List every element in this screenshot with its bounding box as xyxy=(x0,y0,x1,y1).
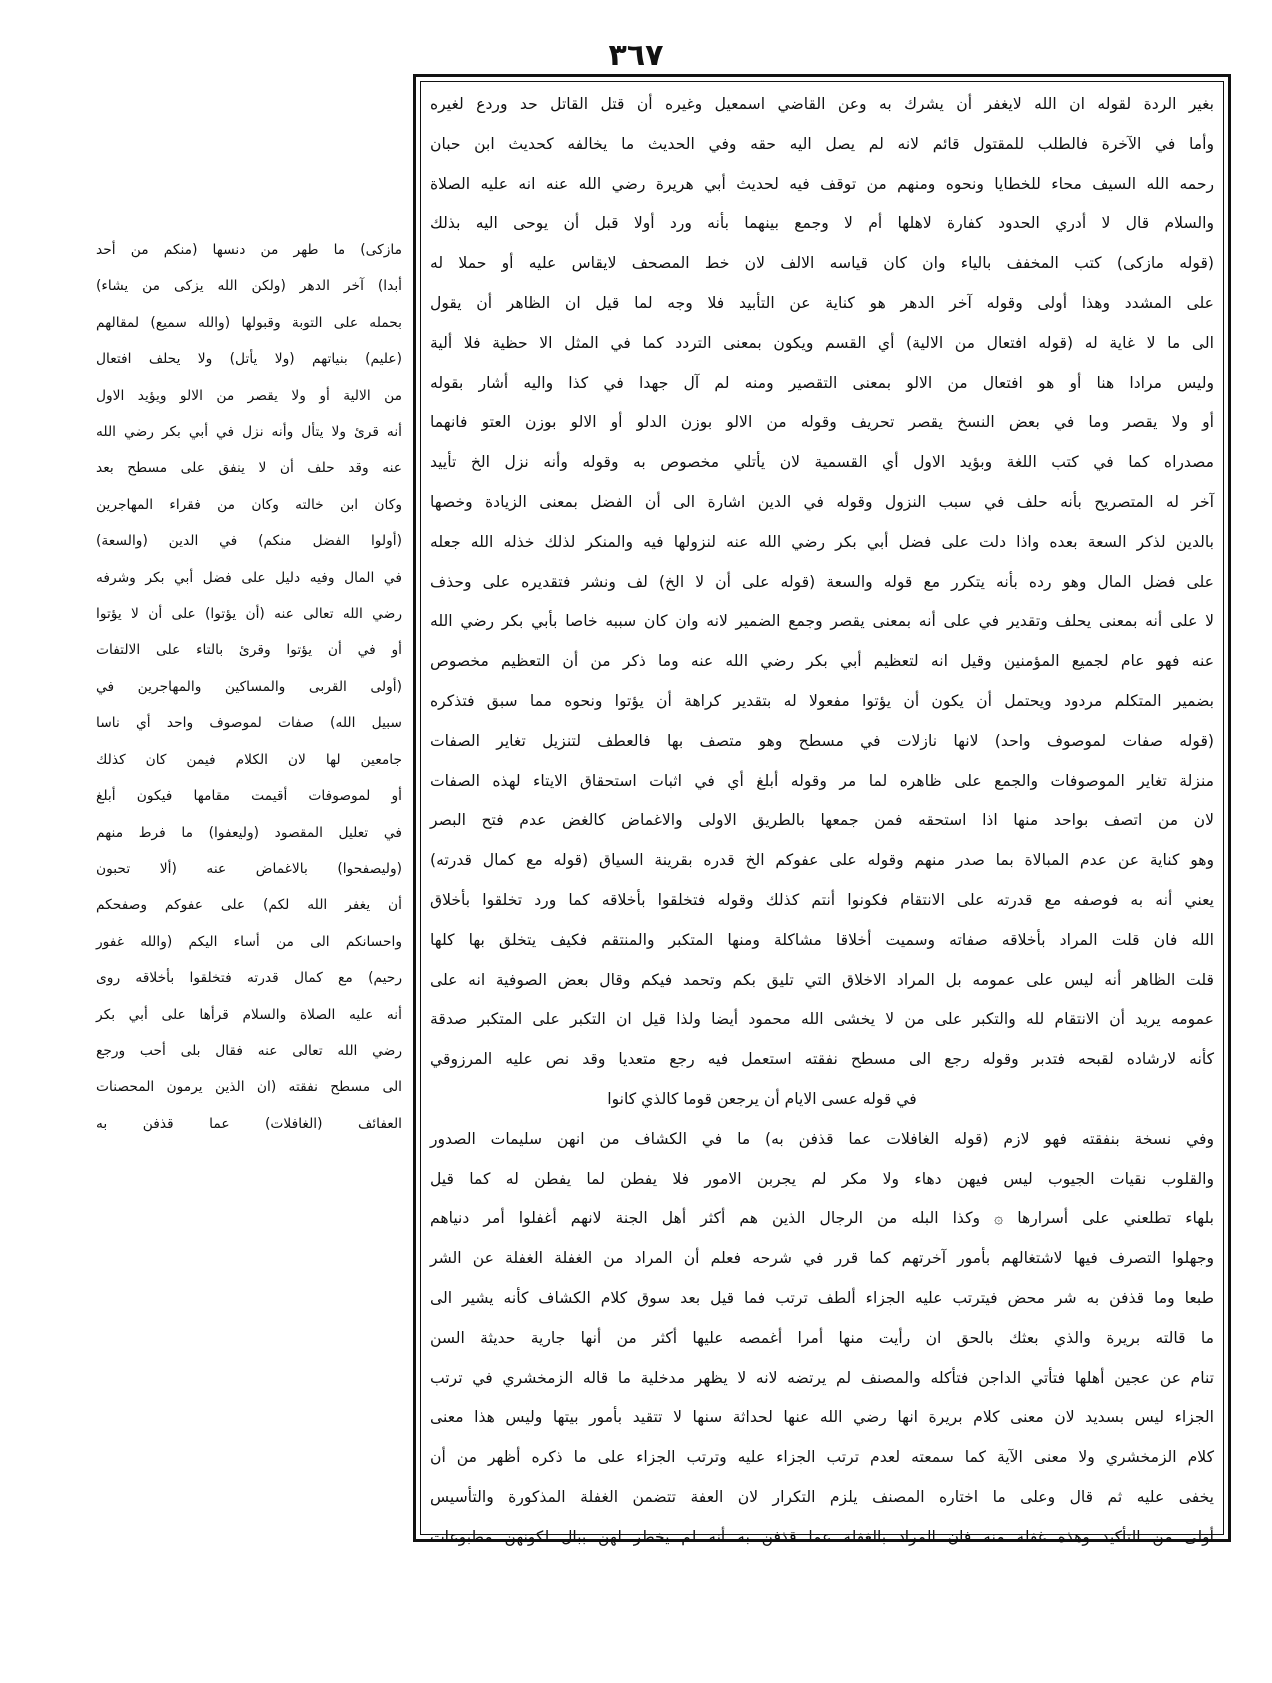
margin-text-line: أنه عليه الصلاة والسلام قرأها على أبي بكر xyxy=(96,1006,402,1023)
margin-text-line: من الالية أو ولا يقصر من الالو ويؤيد الاول xyxy=(96,387,402,404)
margin-text-line: في المال وفيه دليل على فضل أبي بكر وشرفه xyxy=(96,569,402,586)
main-text-line: على فضل المال وهو رده بأنه يتكرر مع قوله والسعة (قوله على أن لا الخ) لف ونشر فتقديره على وحذف xyxy=(430,572,1214,591)
margin-text-line: (عليم) بنياتهم (ولا يأتل) ولا يحلف افتعال xyxy=(96,351,402,368)
margin-text-line: الى مسطح نفقته (ان الذين يرمون المحصنات xyxy=(96,1079,402,1096)
main-text-line: بضمير المتكلم مردود ويحتمل أن يكون أن يؤتوا مفعولا له بتقدير كراهة أن يؤتوا ونحوه مما سبق فتذكره xyxy=(430,691,1214,710)
main-text-line: رحمه الله السيف محاء للخطايا ونحوه ومنهم من توقف فيه لحديث أبي هريرة رضي الله عنه انه عليه الصلاة xyxy=(430,174,1214,193)
main-text-line: أو ولا يقصر وما في بعض النسخ يقصر تحريف وقوله من الالو بوزن الدلو أو الالو بوزن العتو فانهما xyxy=(430,413,1214,432)
main-text-line: بالدين لذكر السعة بعده واذا دلت على فضل أبي بكر رضي الله عنه لنزولها فيه والمنكر لذلك خذله الله جعله xyxy=(430,532,1214,551)
margin-text-line: وكان ابن خالته وكان من فقراء المهاجرين xyxy=(96,496,402,513)
main-text-line: الله فان قلت المراد بأخلاقه صفاته وسميت أخلاقا مشاكلة ومنها المتكبر والمنتقم فكيف يتخلق بها كلها xyxy=(430,930,1214,949)
margin-tafsir-text xyxy=(96,232,402,1272)
margin-text-line: رحيم) مع كمال قدرته فتخلقوا بأخلاقه روى xyxy=(96,970,402,987)
main-text-line: والسلام قال لا أدري الحدود كفارة لاهلها أم لا وجمع بينهما بأنه ورد أولا قبل أن يوحى اليه بذلك xyxy=(430,214,1214,233)
main-text-line: (قوله صفات لموصوف واحد) لانها نازلات في مسطح وهو متصف بها فالعطف لتنزيل تغاير الصفات xyxy=(430,731,1214,750)
main-text-line: الى ما لا غاية له (قوله افتعال من الالية) أي القسم ويكون بمعنى التردد كما في المثل الا حظية فلا ألية xyxy=(430,333,1214,352)
main-text-line: أولى من التأكيد وهذه غفلة منه فان المراد بالغفلة عما قذفن به أنه لم يخطر لهن ببال لكونهن مطبوعات xyxy=(430,1527,1214,1546)
main-text-line: والقلوب نقيات الجيوب ليس فيهن دهاء ولا مكر لم يجربن الامور فلا يفطن لما يفطن له كما قيل xyxy=(430,1169,1214,1188)
margin-text-line: سبيل الله) صفات لموصوف واحد أي ناسا xyxy=(96,715,402,732)
margin-text-line: العفائف (الغافلات) عما قذفن به xyxy=(96,1115,402,1132)
margin-text-line: أو في أن يؤتوا وقرئ بالتاء على الالتفات xyxy=(96,642,402,659)
main-text-line: وفي نسخة بنفقته فهو لازم (قوله الغافلات عما قذفن به) ما في الكشاف من انهن سليمات الصدور xyxy=(430,1129,1214,1148)
main-text-line: بلهاء تطلعني على أسرارها ۞ وكذا البله من الرجال الذين هم أكثر أهل الجنة لانهم أغفلوا أمر دنياهم xyxy=(430,1209,1214,1228)
main-text-line: (قوله مازكى) كتب المخفف بالياء وان كان قياسه الالف لان خط المصحف لايقاس عليه أو حملا له xyxy=(430,254,1214,273)
main-text-line: الجزاء ليس بسديد لان معنى كلام بريرة انها رضي الله عنها لحداثة سنها لا تتقيد بأمور بيتها وليس هذا معنى xyxy=(430,1408,1214,1427)
main-text-line: وجهلوا التصرف فيها لاشتغالهم بأمور آخرتهم كما قرر في شرحه فعلم أن المراد من الغفلة الغفلة عن الشر xyxy=(430,1249,1214,1268)
main-text-line: لان من اتصف بواحد منها اذا استحقه فمن جمعها بالطريق الاولى والاغماض كالغض عدم فتح البصر xyxy=(430,811,1214,830)
main-text-line: وهو كناية عن عدم المبالاة بما صدر منهم وقوله على عفوكم الخ قدره بقرينة السياق (قوله مع كمال قدرته) xyxy=(430,851,1214,870)
main-text-line: بغير الردة لقوله ان الله لايغفر أن يشرك به وعن القاضي اسمعيل وغيره أن قتل القاتل حد وردع لغيره xyxy=(430,95,1214,113)
main-text-line: كلام الزمخشري ولا معنى الآية كما سمعته لعدم ترتب الجزاء عليه وترتب الجزاء على ما ذكره أظهر من أن xyxy=(430,1448,1214,1467)
main-text-line: لا على أنه بمعنى يحلف وتقدير في على أنه بمعنى يقصر وجمع الضمير لانه وان كان سببه خاصا بأبي بكر رضي الله xyxy=(430,612,1214,631)
margin-text-line: أن يغفر الله لكم) على عفوكم وصفحكم xyxy=(96,897,402,914)
margin-text-line: رضي الله تعالى عنه (أن يؤتوا) على أن لا يؤتوا xyxy=(96,606,402,623)
main-text-line: عمومه يريد أن الانتقام لله والتكبر على من لا يخشى الله محمود أيضا ولذا قيل ان التكبر على المتكبر صدقة xyxy=(430,1010,1214,1029)
main-text-line: وليس مرادا هنا أو هو افتعال من الالو بمعنى التقصير ومنه لم آل جهدا في كذا واليه أشار بقوله xyxy=(430,373,1214,392)
main-text-line: طبعا وما قذفن به شر محض فيترتب عليه الجزاء ألطف ترتب فما قيل بعد سوق كلام الكشاف كأنه يشير الى xyxy=(430,1288,1214,1307)
margin-text-line: رضي الله تعالى عنه فقال بلى أحب ورجع xyxy=(96,1042,402,1059)
main-text-line: يخفى عليه ثم قال وعلى ما اختاره المصنف يلزم التكرار لان العفة تتضمن الغفلة المذكورة والتأسيس xyxy=(430,1487,1214,1506)
margin-text-line: أو لموصوفات أقيمت مقامها فيكون أبلغ xyxy=(96,788,402,805)
main-text-line: عنه فهو عام لجميع المؤمنين وقيل انه لتعظيم أبي بكر رضي الله عنه وما ذكر من أن التعظيم مخصوص xyxy=(430,652,1214,671)
margin-text-line: جامعين لها لان الكلام فيمن كان كذلك xyxy=(96,751,402,768)
page-number: ٣٦٧ xyxy=(608,38,664,73)
margin-text-line: أبدا) آخر الدهر (ولكن الله يزكى من يشاء) xyxy=(96,278,402,295)
main-text-line: وأما في الآخرة فالطلب للمقتول قائم لانه لم يصل اليه حقه وفي الحديث ما يخالفه كحديث ابن حبان xyxy=(430,134,1214,153)
main-text-line: قلت الظاهر أنه ليس على عمومه بل المراد الاخلاق التي تليق بكم وتحمد فيكم وقال بعض الصوفية انه على xyxy=(430,970,1214,989)
main-text-line: في قوله عسى الايام أن يرجعن قوما كالذي كانوا xyxy=(607,1089,917,1108)
main-text-line: على المشدد وهذا أولى وقوله آخر الدهر هو كناية عن التأبيد فلا وجه لما قيل ان الظاهر أن يقول xyxy=(430,293,1214,312)
margin-text-line: (وليصفحوا) بالاغماض عنه (ألا تحبون xyxy=(96,860,402,877)
main-text-line: مصدراه كما في كتب اللغة وبؤيد الاول أي القسمية لان يأتلي مخصوص به وقوله وأنه نزل الخ تأييد xyxy=(430,453,1214,472)
main-text-frame xyxy=(413,74,1231,1546)
main-text-line: ما قالته بريرة والذي بعثك بالحق ان رأيت منها أمرا أغمصه عليها أكثر من أنها جارية حديثة السن xyxy=(430,1328,1214,1347)
margin-text-line: مازكى) ما طهر من دنسها (منكم من أحد xyxy=(96,242,402,258)
main-text-line: تنام عن عجين أهلها فتأتي الداجن فتأكله والمصنف لم يرتضه لانه لا يظهر مدخلية ما قاله الزمخشري في ترتب xyxy=(430,1368,1214,1387)
margin-text-line: بحمله على التوبة وقبولها (والله سميع) لمقالهم xyxy=(96,314,402,331)
main-commentary-text xyxy=(430,85,1214,1546)
margin-text-line: عنه وقد حلف أن لا ينفق على مسطح بعد xyxy=(96,460,402,477)
margin-text-line: (أولوا الفضل منكم) في الدين (والسعة) xyxy=(96,533,402,550)
main-text-line: آخر له المتصريح بأنه حلف في سبب النزول وقوله في الدين اشارة الى أن الفضل بمعنى الزيادة وخصها xyxy=(430,492,1214,511)
margin-text-line: واحسانكم الى من أساء اليكم (والله غفور xyxy=(96,933,402,950)
margin-text-line: (أولى القربى والمساكين والمهاجرين في xyxy=(96,678,402,695)
main-text-line: يعني أنه به فوصفه مع قدرته على الانتقام فكونوا أنتم كذلك وقوله فتخلقوا بأخلاقه كما ورد تخلقوا بأخلاق xyxy=(430,890,1214,909)
main-text-line: كأنه لارشاده لقبحه فتدبر وقوله رجع الى مسطح نفقته استعمل فيه رجع متعديا وقد نص عليه المرزوقي xyxy=(430,1050,1214,1069)
margin-text-line: أنه قرئ ولا يتأل وأنه نزل في أبي بكر رضي الله xyxy=(96,424,402,441)
margin-text-line: في تعليل المقصود (وليعفوا) ما فرط منهم xyxy=(96,824,402,841)
main-text-line: منزلة تغاير الموصوفات والجمع على ظاهره لما مر وقوله أبلغ أي في اثبات استحقاق الايتاء لهذه الصفات xyxy=(430,771,1214,790)
